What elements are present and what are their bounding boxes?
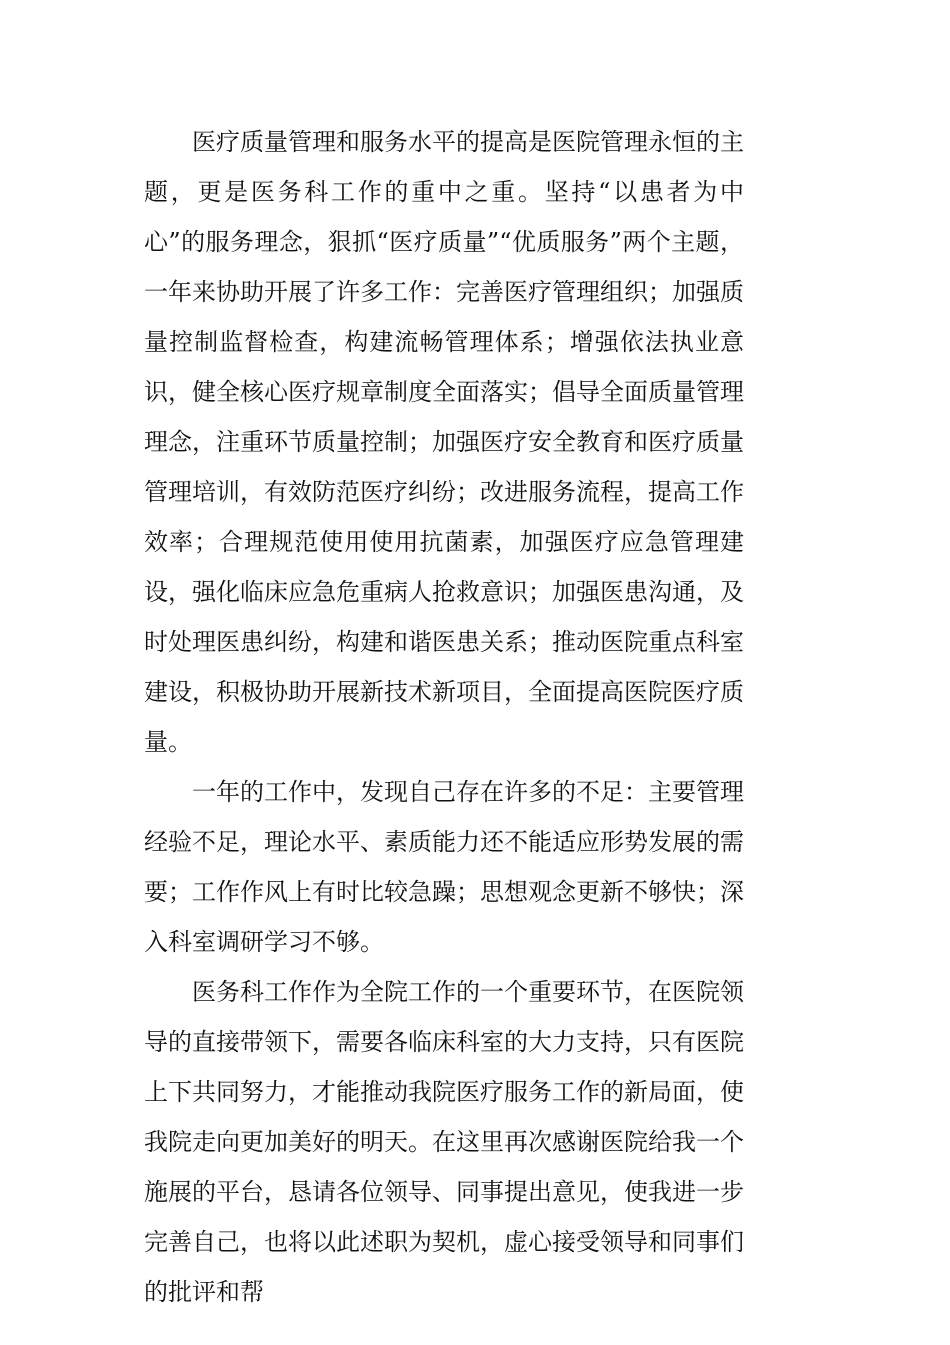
paragraph-quality-management: 医疗质量管理和服务水平的提高是医院管理永恒的主题，更是医务科工作的重中之重。坚持“以患者为中心”的服务理念，狠抓“医疗质量”“优质服务”两个主题，一年来协助开展了许多工作：完善医疗管理组织；加强质量控制监督检查，构建流畅管理体系；增强依法执业意识，健全核心医疗规章制度全面落实；倡导全面质量管理理念，注重环节质量控制；加强医疗安全教育和医疗质量管理培训，有效防范医疗纠纷；改进服务流程，提高工作效率；合理规范使用使用抗菌素，加强医疗应急管理建设，强化临床应急危重病人抢救意识；加强医患沟通，及时处理医患纠纷，构建和谐医患关系；推动医院重点科室建设，积极协助开展新技术新项目，全面提高医院医疗质量。	[144, 128, 744, 756]
document-body	[144, 117, 744, 1317]
paragraph-acknowledgement: 医务科工作作为全院工作的一个重要环节，在医院领导的直接带领下，需要各临床科室的大力支持，只有医院上下共同努力，才能推动我院医疗服务工作的新局面，使我院走向更加美好的明天。在这里再次感谢医院给我一个施展的平台，恳请各位领导、同事提出意见，使我进一步完善自己，也将以此述职为契机，虚心接受领导和同事们的批评和帮	[144, 978, 744, 1306]
paragraph-shortcomings: 一年的工作中，发现自己存在许多的不足：主要管理经验不足，理论水平、素质能力还不能适应形势发展的需要；工作作风上有时比较急躁；思想观念更新不够快；深入科室调研学习不够。	[144, 778, 744, 956]
